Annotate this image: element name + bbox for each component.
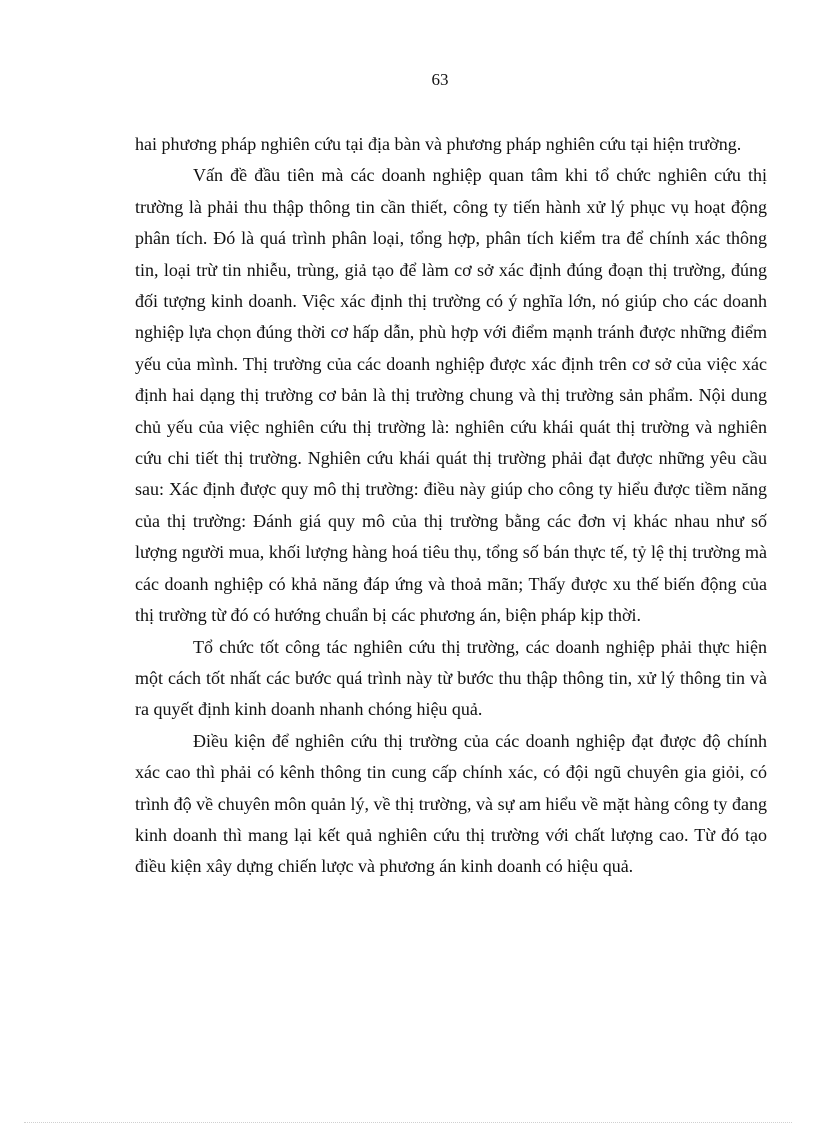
document-body bbox=[135, 129, 767, 883]
paragraph-2: Vấn đề đầu tiên mà các doanh nghiệp quan tâm khi tổ chức nghiên cứu thị trường là phải thu thập thông tin cần thiết, công ty tiến hành xử lý phục vụ hoạt động phân tích. Đó là quá trình phân loại, tổng hợp, phân tích kiểm tra để chính xác thông tin, loại trừ tin nhiễu, trùng, giả tạo để làm cơ sở xác định đúng đoạn thị trường, đúng đối tượng kinh doanh. Việc xác định thị trường có ý nghĩa lớn, nó giúp cho các doanh nghiệp lựa chọn đúng thời cơ hấp dẫn, phù hợp với điểm mạnh tránh được những điểm yếu của mình. Thị trường của các doanh nghiệp được xác định trên cơ sở của việc xác định hai dạng thị trường cơ bản là thị trường chung và thị trường sản phẩm. Nội dung chủ yếu của việc nghiên cứu thị trường là: nghiên cứu khái quát thị trường và nghiên cứu chi tiết thị trường. Nghiên cứu khái quát thị trường phải đạt được những yêu cầu sau: Xác định được quy mô thị trường: điều này giúp cho công ty hiểu được tiềm năng của thị trường: Đánh giá quy mô của thị trường bằng các đơn vị khác nhau như số lượng người mua, khối lượng hàng hoá tiêu thụ, tổng số bán thực tế, tỷ lệ thị trường mà các doanh nghiệp có khả năng đáp ứng và thoả mãn; Thấy được xu thế biến động của thị trường từ đó có hướng chuẩn bị các phương án, biện pháp kịp thời. bbox=[135, 165, 767, 626]
page-number: 63 bbox=[431, 70, 449, 89]
paragraph-4: Điều kiện để nghiên cứu thị trường của các doanh nghiệp đạt được độ chính xác cao thì phải có kênh thông tin cung cấp chính xác, có đội ngũ chuyên gia giỏi, có trình độ về chuyên môn quản lý, về thị trường, và sự am hiểu về mặt hàng công ty đang kinh doanh thì mang lại kết quả nghiên cứu thị trường với chất lượng cao. Từ đó tạo điều kiện xây dựng chiến lược và phương án kinh doanh có hiệu quả. bbox=[135, 730, 767, 877]
paragraph-1: hai phương pháp nghiên cứu tại địa bàn và phương pháp nghiên cứu tại hiện trường. bbox=[135, 134, 742, 154]
paragraph-3: Tổ chức tốt công tác nghiên cứu thị trường, các doanh nghiệp phải thực hiện một cách tốt nhất các bước quá trình này từ bước thu thập thông tin, xử lý thông tin và ra quyết định kinh doanh nhanh chóng hiệu quả. bbox=[135, 636, 767, 720]
